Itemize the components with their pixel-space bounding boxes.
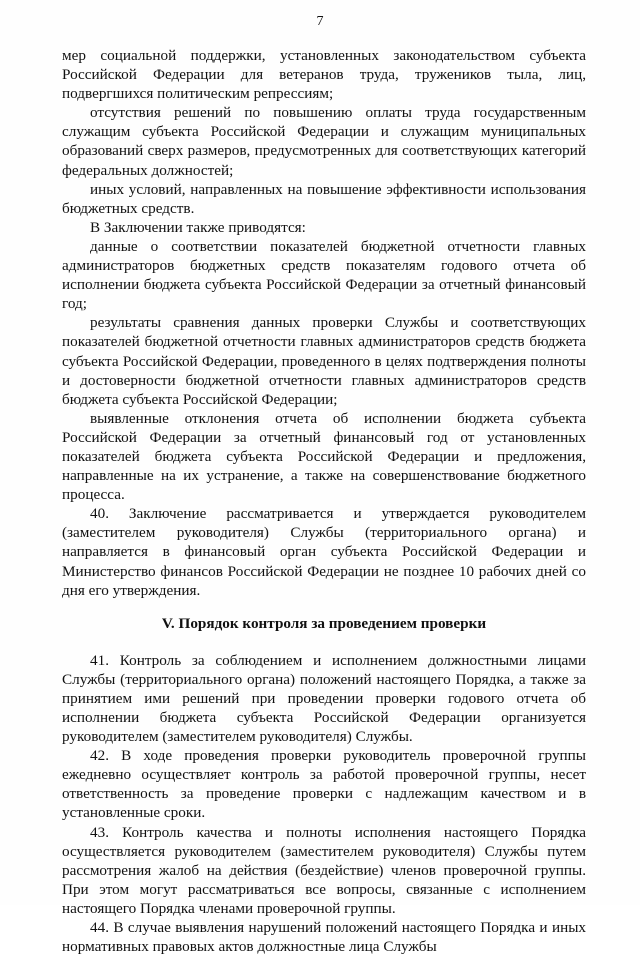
paragraph: выявленные отклонения отчета об исполнении бюджета субъекта Российской Федерации за отчетный финансовый год от установленных показателей бюджета субъекта Российской Федерации и предложения, направленные на их устранение, а также на совершенствование бюджетного процесса. [62, 409, 586, 504]
paragraph: 43. Контроль качества и полноты исполнения настоящего Порядка осуществляется руководителем (заместителем руководителя) Службы путем рассмотрения жалоб на действия (бездействие) членов проверочной группы. При этом могут рассматриваться все вопросы, связанные с исполнением настоящего Порядка членами проверочной группы. [62, 823, 586, 917]
paragraphs-after-section [62, 651, 586, 956]
paragraph: 44. В случае выявления нарушений положений настоящего Порядка и иных нормативных правовых актов должностные лица Службы [62, 919, 586, 956]
paragraphs-before-section [62, 46, 586, 600]
paragraph: мер социальной поддержки, установленных законодательством субъекта Российской Федерации для ветеранов труда, тружеников тыла, лиц, подвергшихся политическим репрессиям; [62, 47, 586, 103]
paragraph: 40. Заключение рассматривается и утверждается руководителем (заместителем руководителя) Службы (территориального органа) и направляется в финансовый орган субъекта Российской Федерации и Министерство финансов Российской Федерации не позднее 10 рабочих дней со дня его утверждения. [62, 505, 586, 599]
paragraph: отсутствия решений по повышению оплаты труда государственным служащим субъекта Российской Федерации и служащим муниципальных образований сверх размеров, предусмотренных для соответствующих категорий федеральных должностей; [62, 104, 586, 179]
paragraph: В Заключении также приводятся: [90, 218, 306, 236]
paragraph: результаты сравнения данных проверки Службы и соответствующих показателей бюджетной отчетности главных администраторов средств бюджета субъекта Российской Федерации, проведенного в целях подтверждения полноты и достоверности бюджетной отчетности главных администраторов средств бюджета субъекта Российской Федерации; [62, 314, 586, 408]
paragraph: данные о соответствии показателей бюджетной отчетности главных администраторов бюджетных средств показателям годового отчета об исполнении бюджета субъекта Российской Федерации за отчетный финансовый год; [62, 237, 586, 313]
paragraph: иных условий, направленных на повышение эффективности использования бюджетных средств. [62, 180, 586, 217]
section-heading: V. Порядок контроля за проведением проверки [161, 614, 487, 632]
paragraph: 42. В ходе проведения проверки руководитель проверочной группы ежедневно осуществляет контроль за работой проверочной группы, несет ответственность за проведение проверки с надлежащим качеством и в установленные сроки. [62, 747, 586, 822]
page-number: 7 [316, 14, 324, 29]
paragraph: 41. Контроль за соблюдением и исполнением должностными лицами Службы (территориального органа) положений настоящего Порядка, а также за принятием ими решений при проведении проверки годового отчета об исполнении бюджета субъекта Российской Федерации организуется руководителем (заместителем руководителя) Службы. [62, 651, 586, 746]
page-content [62, 46, 586, 956]
